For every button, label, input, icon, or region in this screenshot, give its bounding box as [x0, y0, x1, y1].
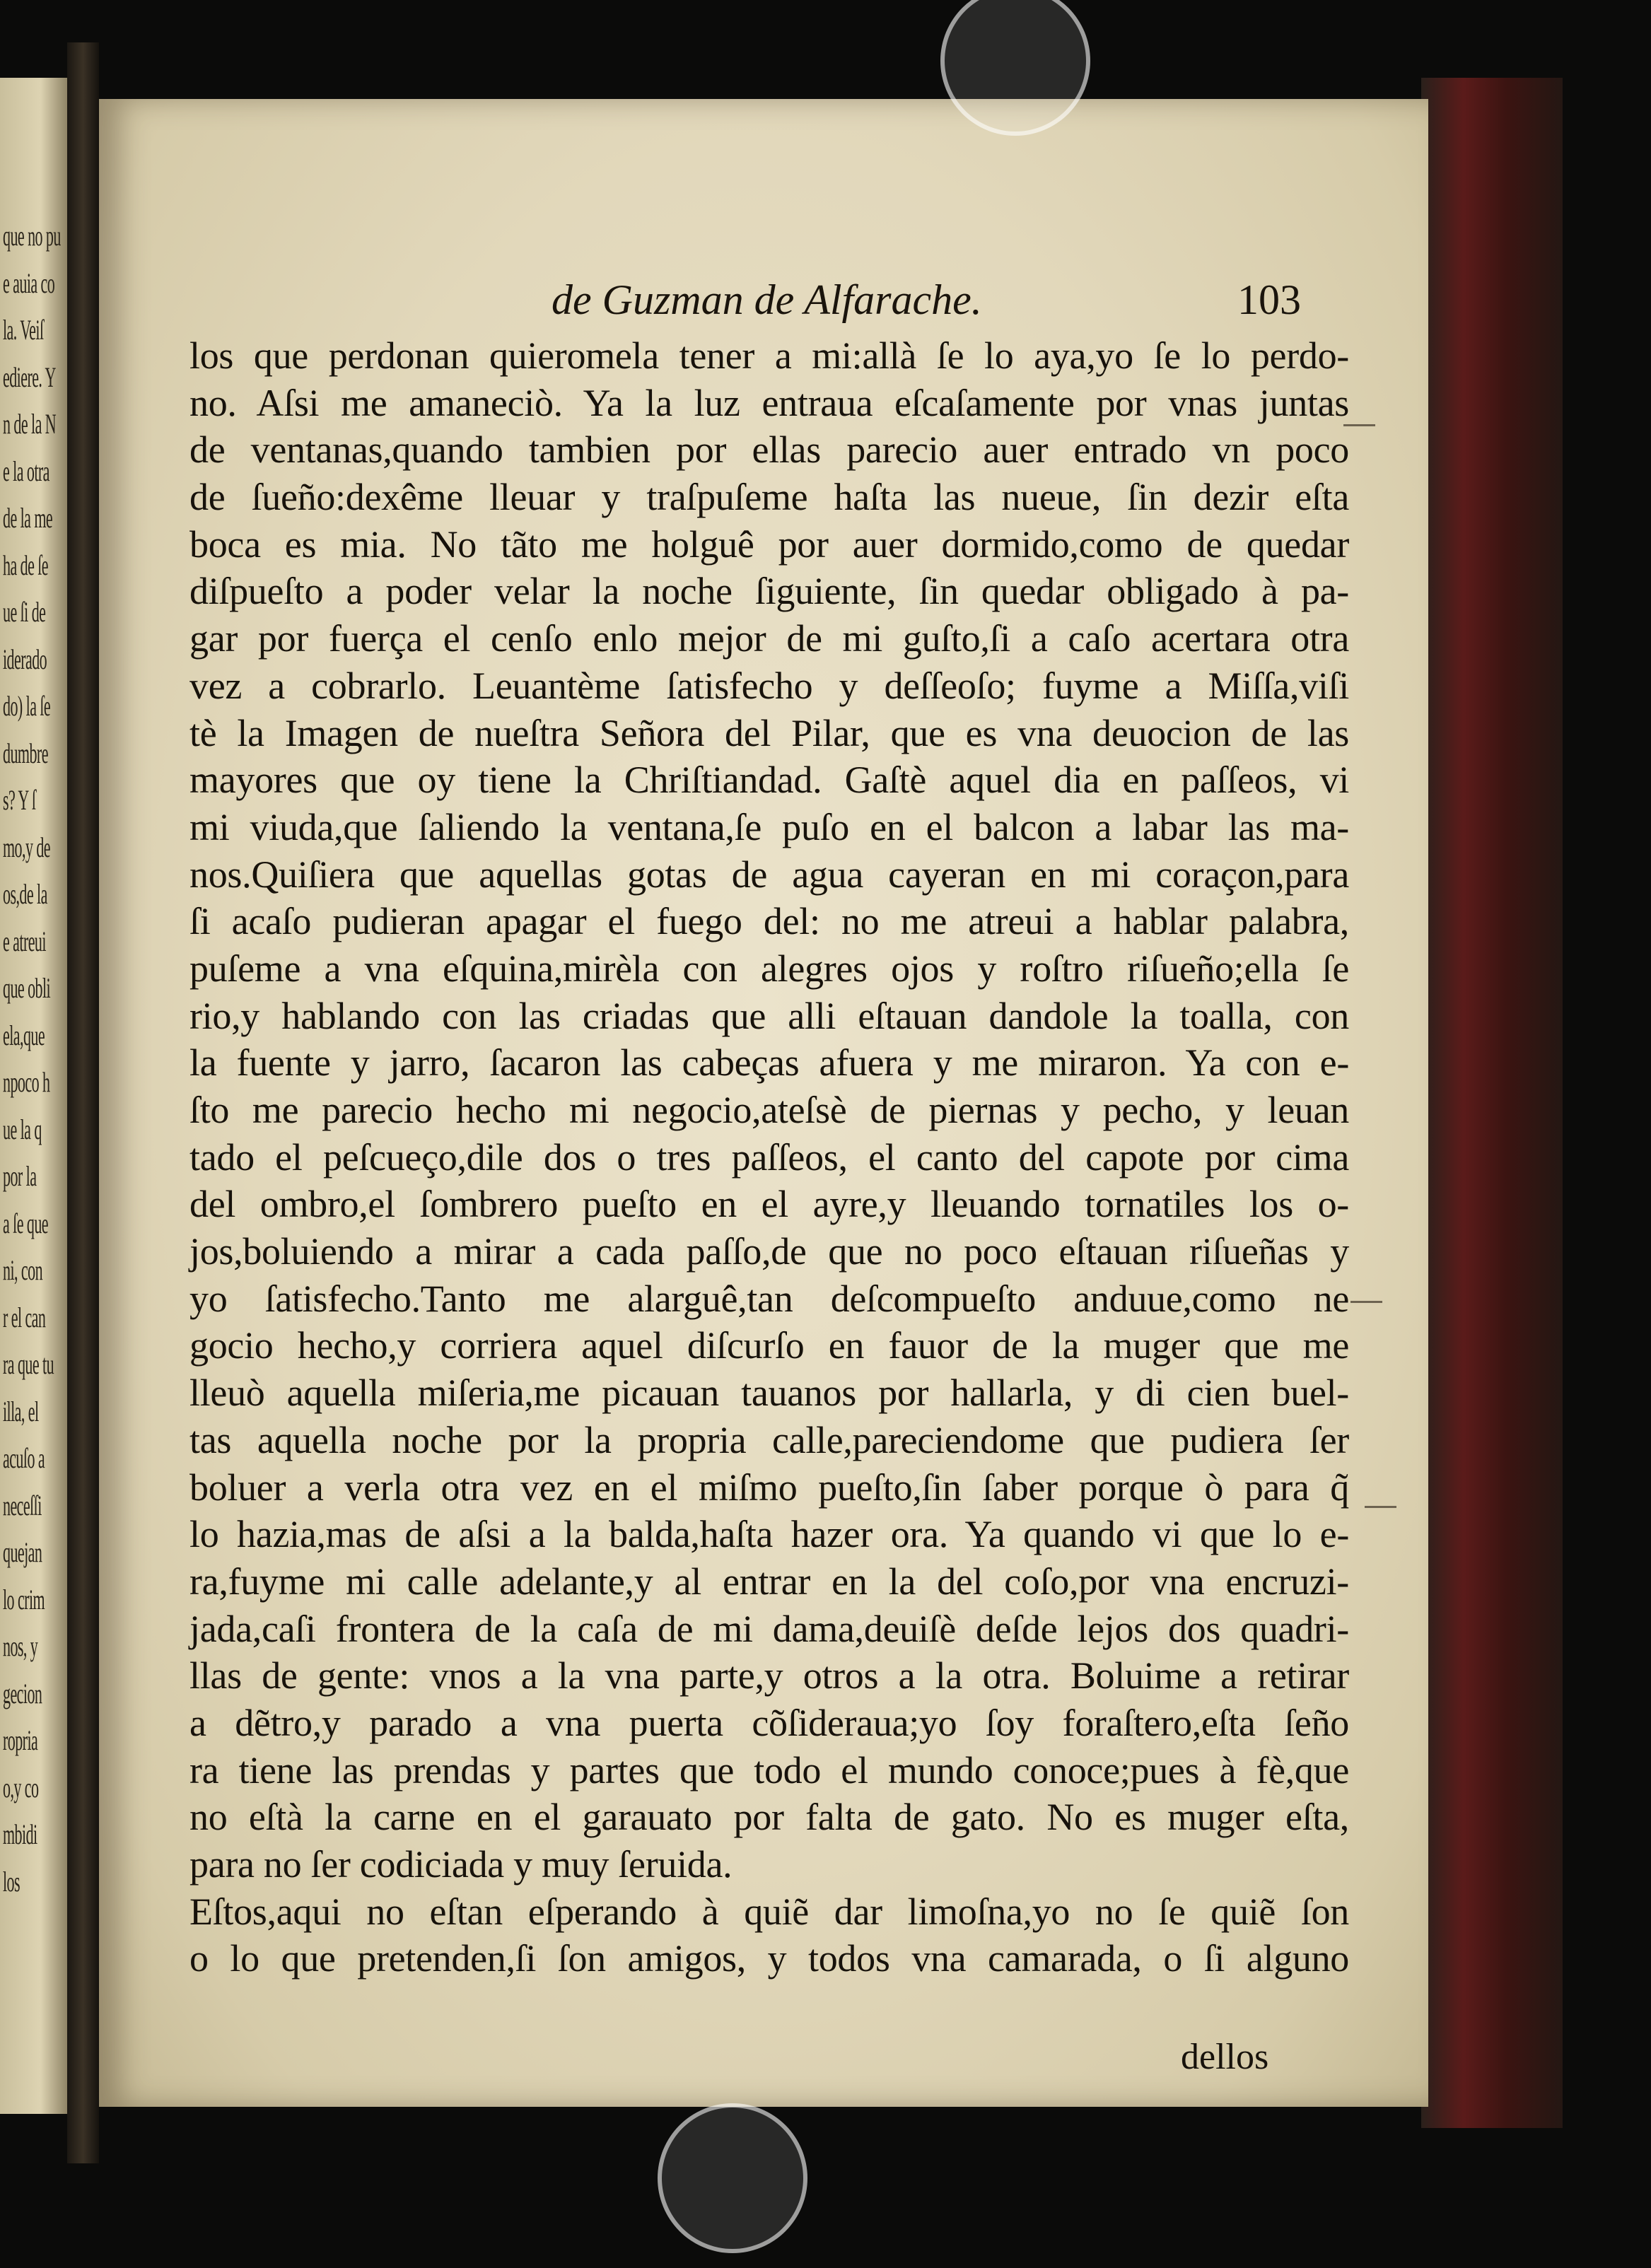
left-page-fragment: ue ſi de: [3, 596, 46, 628]
book-page: [99, 99, 1428, 2107]
left-page-fragment: mo,y de: [3, 831, 51, 863]
text-line: tas aquella noche por la propria calle,pareciendome que pudiera ſer: [189, 1418, 1349, 1461]
text-line: la fuente y jarro, ſacaron las cabeças afuera y me miraron. Ya con e-: [189, 1041, 1349, 1085]
text-line: Eſtos,aqui no eſtan eſperando à quiẽ dar limoſna,yo no ſe quiẽ ſon: [189, 1890, 1349, 1933]
left-page-fragment: n de la N: [3, 408, 57, 440]
left-page-fragment: la. Veiſ: [3, 314, 44, 346]
left-page-fragment: que no pu: [3, 220, 61, 252]
text-line: del ombro,el ſombrero pueſto en el ayre,y lleuando tornatiles los o-: [189, 1183, 1349, 1226]
left-page-fragment: do) la ſe: [3, 690, 51, 722]
left-page-fragment: os,de la: [3, 878, 47, 910]
left-page-fragment: que obli: [3, 972, 51, 1004]
text-line: vez a cobrarlo. Leuantème ſatisfecho y deſſeoſo; fuyme a Miſſa,viſi: [189, 664, 1349, 707]
text-line: gocio hecho,y corriera aquel diſcurſo en fauor de la muger que me: [189, 1324, 1349, 1367]
left-page-fragment: ha de ſe: [3, 549, 49, 581]
left-page-edge: [0, 78, 67, 2114]
left-page-fragment: dumbre: [3, 737, 48, 769]
left-page-fragment: s? Y ſ: [3, 784, 36, 816]
left-page-fragment: ediere. Y: [3, 361, 56, 393]
text-line: jos,boluiendo a mirar a cada paſſo,de que no poco eſtauan riſueñas y: [189, 1230, 1349, 1273]
text-line: mi viuda,que ſaliendo la ventana,ſe puſo en el balcon a labar las ma-: [189, 805, 1349, 848]
text-line: los que perdonan quieromela tener a mi:allà ſe lo aya,yo ſe lo perdo-: [189, 334, 1349, 377]
text-line: boca es mia. No tãto me holguê por auer dormido,como de quedar: [189, 522, 1349, 566]
left-page-fragment: ela,que: [3, 1019, 45, 1051]
text-line: a dẽtro,y parado a vna puerta cõſideraua;yo ſoy foraſtero,eſta ſeño: [189, 1701, 1349, 1744]
text-line: yo ſatisfecho.Tanto me alarguê,tan deſcompueſto anduue,como ne: [189, 1277, 1349, 1320]
text-line: tado el peſcueço,dile dos o tres paſſeos, el canto del capote por cima: [189, 1135, 1349, 1179]
left-page-fragment: e la otra: [3, 455, 49, 487]
catchword: dellos: [1181, 2037, 1269, 2077]
text-line: gar por fuerça el cenſo enlo mejor de mi guſto,ſi a caſo acertara otra: [189, 617, 1349, 660]
text-line: de ventanas,quando tambien por ellas parecio auer entrado vn poco: [189, 428, 1349, 472]
text-line: llas de gente: vnos a la vna parte,y otros a la otra. Boluime a retirar: [189, 1654, 1349, 1697]
text-line: jada,caſi frontera de la caſa de mi dama,deuiſè deſde lejos dos quadri-: [189, 1607, 1349, 1650]
text-line: de ſueño:dexême lleuar y traſpuſeme haſta las nueue, ſin dezir eſta: [189, 476, 1349, 519]
left-page-fragment: neceſſi: [3, 1489, 42, 1521]
left-page-fragment: e auia co: [3, 267, 55, 299]
left-page-fragment: iderado: [3, 643, 47, 675]
text-line: no. Aſsi me amaneciò. Ya la luz entraua eſcaſamente por vnas juntas: [189, 381, 1349, 424]
left-page-fragment: ra que tu: [3, 1348, 54, 1380]
left-page-fragment: ue la q: [3, 1113, 42, 1145]
left-page-fragment: mbidi: [3, 1818, 37, 1850]
text-line: nos.Quiſiera que aquellas gotas de agua cayeran en mi coraçon,para: [189, 853, 1349, 896]
text-line: boluer a verla otra vez en el miſmo pueſto,ſin ſaber porque ò para q̃: [189, 1466, 1349, 1509]
text-line: lo hazia,mas de aſsi a la balda,haſta hazer ora. Ya quando vi que lo e-: [189, 1513, 1349, 1556]
left-page-fragment: o,y co: [3, 1771, 39, 1804]
folio-number: 103: [1237, 276, 1301, 323]
text-line: ra tiene las prendas y partes que todo el mundo conoce;pues à fè,que: [189, 1748, 1349, 1791]
left-page-fragment: npoco h: [3, 1066, 50, 1098]
text-line: tè la Imagen de nueſtra Señora del Pilar, que es vna deuocion de las: [189, 711, 1349, 754]
left-page-fragment: los: [3, 1865, 21, 1898]
left-page-fragment: gecion: [3, 1677, 42, 1709]
text-line: ra,fuyme mi calle adelante,y al entrar en la del coſo,por vna encruzi-: [189, 1560, 1349, 1603]
text-line: diſpueſto a poder velar la noche ſiguiente, ſin quedar obligado à pa-: [189, 570, 1349, 613]
text-line: para no ſer codiciada y muy ſeruida.: [189, 1843, 733, 1886]
left-page-fragment: ni, con: [3, 1254, 43, 1286]
text-line: rio,y hablando con las criadas que alli eſtauan dandole la toalla, con: [189, 994, 1349, 1037]
left-page-fragment: r el can: [3, 1301, 46, 1333]
text-line: puſeme a vna eſquina,mirèla con alegres ojos y roſtro riſueño;ella ſe: [189, 947, 1349, 990]
glass-clamp-bottom: [658, 2103, 807, 2253]
margin-mark: [1350, 1301, 1382, 1303]
left-page-fragment: e atreui: [3, 925, 46, 957]
left-page-fragment: quejan: [3, 1536, 42, 1568]
left-page-fragment: acuſo a: [3, 1442, 45, 1474]
left-page-fragment: illa, el: [3, 1395, 39, 1427]
body-text: [189, 332, 1349, 1982]
text-line: lleuò aquella miſeria,me picauan tauanos por hallarla, y di cien buel-: [189, 1372, 1349, 1415]
text-line: o lo que pretenden,ſi ſon amigos, y todos vna camarada, o ſi alguno: [189, 1937, 1349, 1980]
left-page-fragment: a ſe que: [3, 1207, 49, 1239]
left-page-fragment: por la: [3, 1160, 37, 1192]
margin-mark: [1365, 1506, 1396, 1508]
book-binding: [1421, 78, 1563, 2128]
left-page-fragment: ropria: [3, 1724, 38, 1756]
text-line: ſto me parecio hecho mi negocio,ateſsè de piernas y pecho, y leuan: [189, 1089, 1349, 1131]
left-page-fragment: lo crim: [3, 1583, 45, 1615]
margin-mark: [1343, 424, 1375, 426]
text-line: no eſtà la carne en el garauato por falta de gato. No es muger eſta,: [189, 1796, 1349, 1839]
book-gutter: [67, 42, 99, 2163]
left-page-fragment: de la me: [3, 502, 53, 534]
left-page-fragment: nos, y: [3, 1630, 38, 1662]
text-line: ſi acaſo pudieran apagar el fuego del: no me atreui a hablar palabra,: [189, 900, 1349, 943]
running-title: de Guzman de Alfarache.: [552, 276, 982, 323]
text-line: mayores que oy tiene la Chriſtiandad. Gaſtè aquel dia en paſſeos, vi: [189, 759, 1349, 802]
